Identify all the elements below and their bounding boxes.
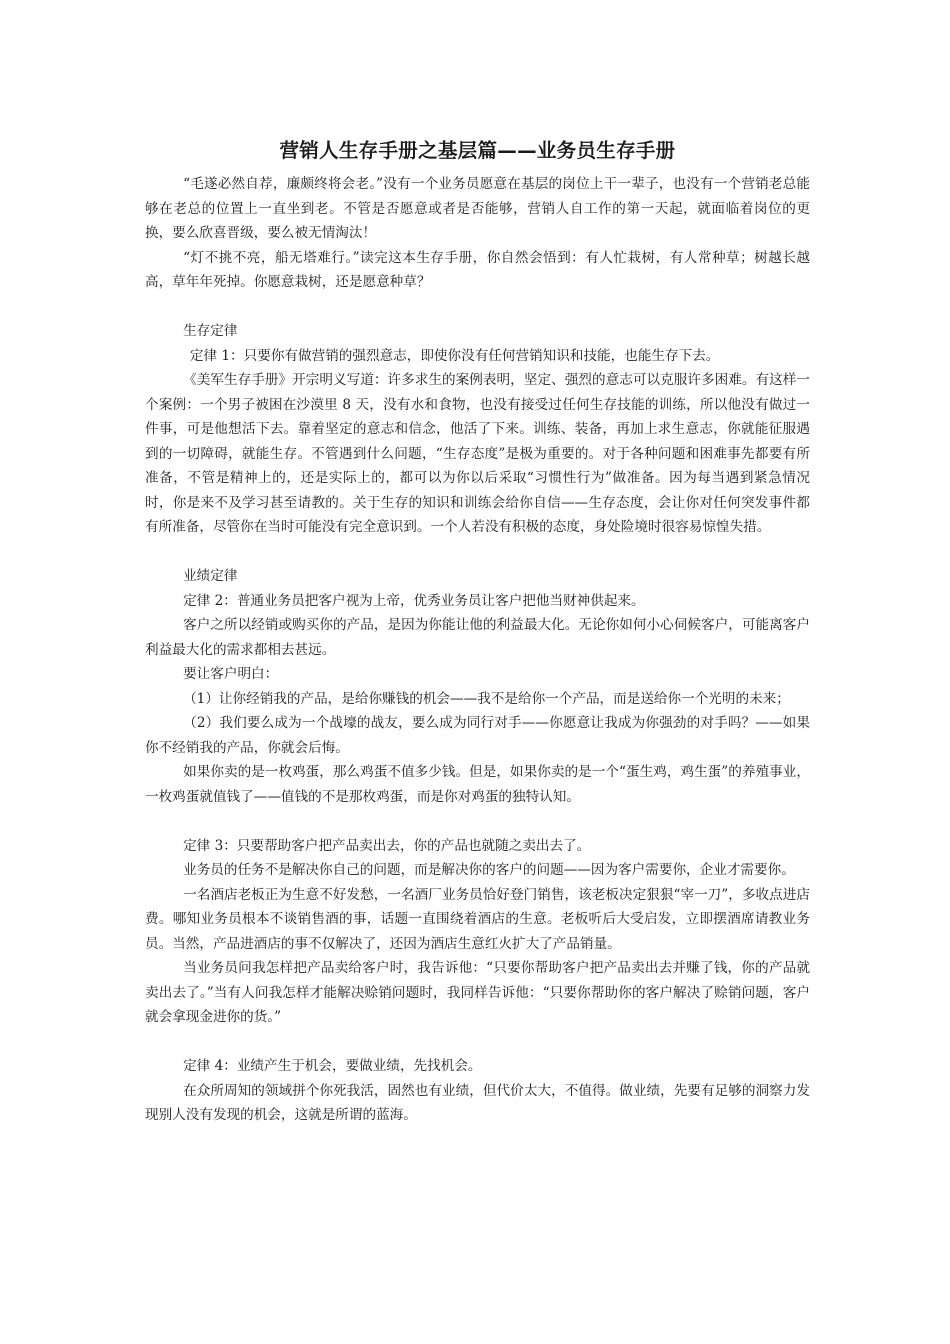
law-2-statement: 定律 2：普通业务员把客户视为上帝，优秀业务员让客户把他当财神供起来。: [183, 592, 645, 609]
law-2-body-1: 客户之所以经销或购买你的产品，是因为你能让他的利益最大化。无论你如何小心伺候客户，可能离客户利益最大化的需求都相去甚远。: [145, 617, 810, 658]
document-title: 营销人生存手册之基层篇——业务员生存手册: [279, 139, 676, 162]
intro-paragraph-2: “灯不挑不亮，船无塔难行。”读完这本生存手册，你自然会悟到：有人忙栽树，有人常种草；树越长越高，草年年死掉。你愿意栽树，还是愿意种草？: [145, 249, 810, 290]
law-2-item-1: （1）让你经销我的产品，是给你赚钱的机会——我不是给你一个产品，而是送给你一个光明的未来；: [183, 690, 790, 707]
law-1-statement: 定律 1：只要你有做营销的强烈意志，即使你没有任何营销知识和技能，也能生存下去。: [189, 347, 720, 364]
spacer: [145, 295, 810, 320]
spacer: [145, 540, 810, 565]
intro-paragraph-1: “毛遂必然自荐，廉颇终将会老。”没有一个业务员愿意在基层的岗位上干一辈子，也没有一个营销老总能够在老总的位置上一直坐到老。不管是否愿意或者是否能够，营销人自工作的第一天起，就面临着岗位的更换，要么欣喜晋级，要么被无情淘汰！: [145, 176, 810, 241]
law-2-body-2: 要让客户明白：: [183, 666, 279, 682]
law-4-body-1: 在众所周知的领域拼个你死我活，固然也有业绩，但代价太大，不值得。做业绩，先要有足够的洞察力发现别人没有发现的机会，这就是所谓的蓝海。: [145, 1082, 810, 1123]
spacer: [145, 1030, 810, 1055]
law-3-body-3: 当业务员问我怎样把产品卖给客户时，我告诉他：“只要你帮助客户把产品卖出去并赚了钱，你的产品就卖出去了。”当有人问我怎样才能解决赊销问题时，我同样告诉他：“只要你帮助你的客户解决了赊销问题，客户就会拿现金进你的货。”: [145, 960, 810, 1025]
section-heading-survival: 生存定律: [183, 323, 238, 339]
law-3-body-1: 业务员的任务不是解决你自己的问题，而是解决你的客户的问题——因为客户需要你，企业才需要你。: [183, 862, 795, 878]
law-2-body-3: 如果你卖的是一枚鸡蛋，那么鸡蛋不值多少钱。但是，如果你卖的是一个“蛋生鸡，鸡生蛋”的养殖事业，一枚鸡蛋就值钱了——值钱的不是那枚鸡蛋，而是你对鸡蛋的独特认知。: [145, 764, 810, 805]
law-3-body-2: 一名酒店老板正为生意不好发愁，一名酒厂业务员恰好登门销售，该老板决定狠狠“宰一刀”，多收点进店费。哪知业务员根本不谈销售酒的事，话题一直围绕着酒店的生意。老板听后大受启发，立即摆酒席请教业务员。当然，产品进酒店的事不仅解决了，还因为酒店生意红火扩大了产品销量。: [145, 886, 810, 952]
law-1-body: 《美军生存手册》开宗明义写道：许多求生的案例表明，坚定、强烈的意志可以克服许多困难。有这样一个案例：一个男子被困在沙漠里 8 天，没有水和食物，也没有接受过任何生存技能的训练，所以他没有做过一件事，可是他想活下去。靠着坚定的意志和信念，他活了下来。训练、装备，再加上求生意志，你就能征服遇到的一切障碍，就能生存。不管遇到什么问题，“生存态度”是极为重要的。对于各种问题和困难事先都要有所准备，不管是精神上的，还是实际上的，都可以为你以后采取“习惯性行为”做准备。因为每当遇到紧急情况时，你是来不及学习甚至请教的。关于生存的知识和训练会给你自信——生存态度，会让你对任何突发事件都有所准备，尽管你在当时可能没有完全意识到。一个人若没有积极的态度，身处险境时很容易惊惶失措。: [145, 372, 810, 535]
document-page: [145, 136, 810, 1128]
section-heading-performance: 业绩定律: [183, 568, 238, 584]
law-2-item-2: （2）我们要么成为一个战壕的战友，要么成为同行对手——你愿意让我成为你强劲的对手吗？——如果你不经销我的产品，你就会后悔。: [145, 715, 810, 756]
spacer: [145, 809, 810, 834]
law-3-statement: 定律 3：只要帮助客户把产品卖出去，你的产品也就随之卖出去了。: [183, 837, 591, 854]
law-4-statement: 定律 4：业绩产生于机会，要做业绩，先找机会。: [183, 1058, 482, 1074]
